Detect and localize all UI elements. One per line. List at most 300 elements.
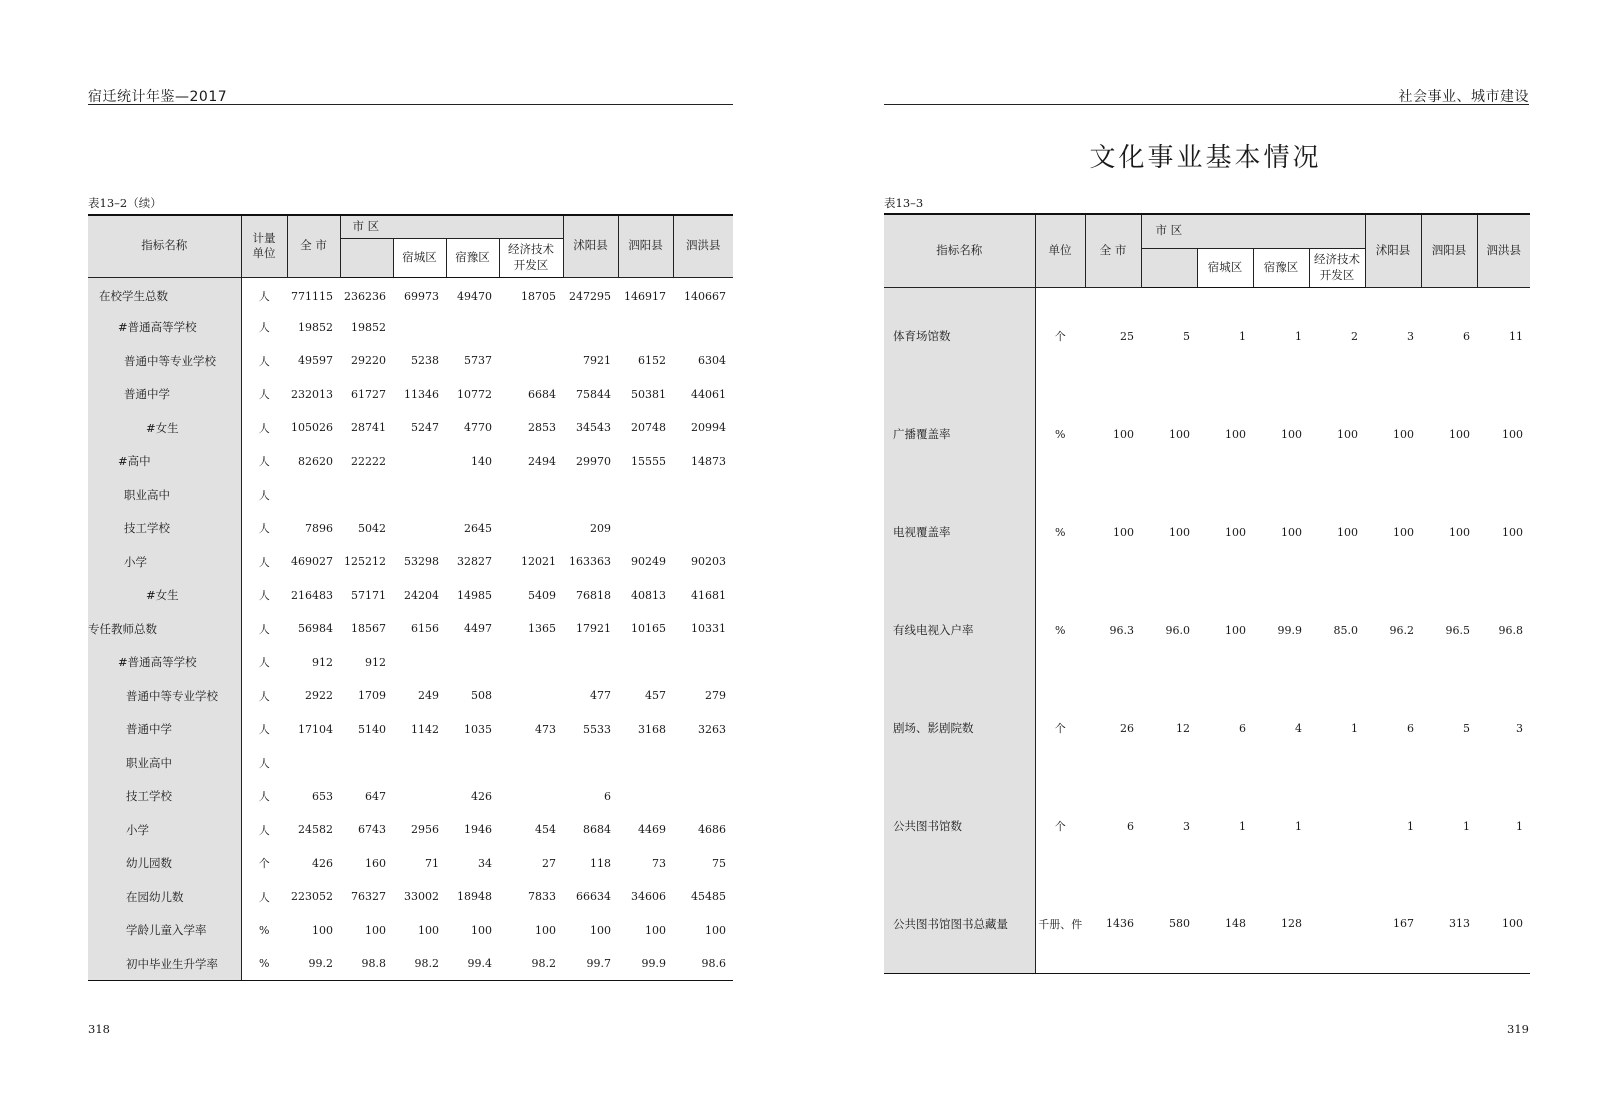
row-unit: % xyxy=(241,947,287,981)
table-row xyxy=(884,385,1530,483)
cell-value: 140667 xyxy=(684,289,727,303)
cell-value: 4770 xyxy=(464,421,492,435)
table-row xyxy=(88,847,733,881)
table-row xyxy=(88,679,733,713)
col-header-urban-spacer xyxy=(1141,248,1197,287)
cell-value: 26 xyxy=(1120,721,1134,735)
cell-value: 4686 xyxy=(698,823,727,837)
col-header-siyang: 泗阳县 xyxy=(618,215,673,277)
row-label: 小学 xyxy=(88,545,241,579)
page-title: 文化事业基本情况 xyxy=(1089,143,1322,173)
cell-value: 76818 xyxy=(576,588,612,602)
cell-value: 426 xyxy=(312,856,333,870)
cell-value: 313 xyxy=(1421,875,1477,973)
cell-value: 53298 xyxy=(404,555,439,569)
cell-value: 5533 xyxy=(583,722,612,736)
page-number: 318 xyxy=(88,1022,110,1036)
cell-value: 45485 xyxy=(691,890,727,904)
cell-value: 100 xyxy=(1113,427,1134,441)
cell-value: 125212 xyxy=(344,555,386,569)
table-row xyxy=(88,880,733,914)
col-header-shuyang: 沭阳县 xyxy=(1365,214,1421,287)
col-header-unit-text: 计量单位 xyxy=(252,230,276,261)
cell-value: 10331 xyxy=(691,622,727,636)
col-header-name: 指标名称 xyxy=(88,215,241,277)
table-row xyxy=(88,780,733,814)
cell-value: 457 xyxy=(645,689,667,703)
col-header-econdev-text: 经济技术开发区 xyxy=(1314,251,1361,282)
col-header-sucheng: 宿城区 xyxy=(393,238,446,277)
cell-value: 1365 xyxy=(528,622,557,636)
cell-value: 100 xyxy=(1393,525,1415,539)
cell-value: 99.2 xyxy=(287,947,340,981)
table-row xyxy=(88,311,733,345)
header-rule xyxy=(88,104,733,105)
cell-value xyxy=(673,311,733,345)
right-page xyxy=(805,0,1609,1099)
cell-value: 249 xyxy=(418,689,439,703)
cell-value: 96.3 xyxy=(1109,623,1134,637)
cell-value: 223052 xyxy=(291,890,333,904)
cell-value: 5140 xyxy=(358,722,386,736)
cell-value: 1 xyxy=(1516,819,1524,833)
col-header-unit: 单位 xyxy=(1035,214,1085,287)
cell-value: 100 xyxy=(1113,525,1134,539)
row-unit: 人 xyxy=(258,890,270,904)
cell-value: 25 xyxy=(1120,329,1134,343)
cell-value: 14873 xyxy=(691,454,727,468)
cell-value: 100 xyxy=(1337,427,1359,441)
cell-value: 140 xyxy=(471,454,492,468)
cell-value: 477 xyxy=(590,689,612,703)
cell-value xyxy=(499,679,563,713)
row-unit: % xyxy=(1055,427,1066,441)
col-header-econdev xyxy=(1309,248,1365,287)
cell-value: 100 xyxy=(1393,427,1415,441)
table-row xyxy=(88,612,733,646)
cell-value: 5247 xyxy=(411,421,439,435)
cell-value: 57171 xyxy=(351,588,386,602)
col-header-name: 指标名称 xyxy=(884,214,1035,287)
cell-value: 99.7 xyxy=(563,947,618,981)
cell-value: 99.9 xyxy=(1277,623,1302,637)
running-head: 社会事业、城市建设 xyxy=(1398,89,1529,105)
cell-value xyxy=(446,746,499,780)
cell-value: 33002 xyxy=(404,890,439,904)
cell-value xyxy=(618,478,673,512)
table-row xyxy=(88,277,733,311)
cell-value: 5409 xyxy=(528,588,557,602)
row-label: 技工学校 xyxy=(88,780,241,814)
cell-value: 3 xyxy=(1407,329,1415,343)
table-caption: 表13–3 xyxy=(884,196,924,210)
cell-value: 99.9 xyxy=(618,947,673,981)
row-label: 学龄儿童入学率 xyxy=(88,914,241,948)
cell-value: 90203 xyxy=(691,555,727,569)
cell-value: 6743 xyxy=(358,823,386,837)
table-row xyxy=(88,914,733,948)
cell-value: 3168 xyxy=(638,722,667,736)
cell-value: 1709 xyxy=(358,689,386,703)
cell-value: 69973 xyxy=(404,289,439,303)
row-label: 广播覆盖率 xyxy=(884,385,1035,483)
cell-value: 647 xyxy=(365,789,386,803)
left-page xyxy=(0,0,804,1099)
table-row xyxy=(884,483,1530,581)
col-header-urban-text: 市 区 xyxy=(352,218,380,233)
cell-value: 17921 xyxy=(576,622,612,636)
cell-value: 247295 xyxy=(569,289,612,303)
row-unit: 人 xyxy=(258,421,270,435)
cell-value: 2956 xyxy=(411,823,439,837)
cell-value xyxy=(673,646,733,680)
cell-value xyxy=(499,344,563,378)
cell-value: 128 xyxy=(1253,875,1309,973)
cell-value: 1 xyxy=(1351,721,1359,735)
col-header-suyu: 宿豫区 xyxy=(1253,248,1309,287)
cell-value: 100 xyxy=(1225,623,1246,637)
cell-value: 100 xyxy=(365,923,386,937)
row-unit: 人 xyxy=(258,522,270,536)
cell-value: 6 xyxy=(1127,819,1134,833)
cell-value: 100 xyxy=(705,923,727,937)
row-label: 公共图书馆数 xyxy=(884,777,1035,875)
cell-value: 100 xyxy=(471,923,492,937)
cell-value: 580 xyxy=(1141,875,1197,973)
row-unit: 人 xyxy=(258,823,270,837)
cell-value: 236236 xyxy=(344,289,386,303)
cell-value: 98.6 xyxy=(673,947,733,981)
cell-value xyxy=(499,646,563,680)
row-label: 电视覆盖率 xyxy=(884,483,1035,581)
cell-value: 34 xyxy=(478,856,492,870)
cell-value: 11346 xyxy=(404,387,439,401)
cell-value: 18705 xyxy=(521,289,557,303)
table-row xyxy=(88,512,733,546)
cell-value xyxy=(673,780,733,814)
col-header-sihong: 泗洪县 xyxy=(1477,214,1530,287)
row-label: 职业高中 xyxy=(88,746,241,780)
cell-value xyxy=(393,746,446,780)
cell-value xyxy=(393,445,446,479)
row-unit: 人 xyxy=(258,555,270,569)
cell-value: 2 xyxy=(1351,329,1359,343)
cell-value: 1 xyxy=(1295,329,1302,343)
cell-value: 85.0 xyxy=(1333,623,1359,637)
col-header-urban-text: 市 区 xyxy=(1155,223,1183,238)
cell-value: 1 xyxy=(1407,819,1415,833)
cell-value: 96.8 xyxy=(1498,623,1524,637)
row-label: 职业高中 xyxy=(88,478,241,512)
cell-value xyxy=(673,512,733,546)
cell-value: 99.4 xyxy=(446,947,499,981)
cell-value: 1946 xyxy=(464,823,492,837)
cell-value: 100 xyxy=(1502,427,1524,441)
cell-value xyxy=(1309,777,1365,875)
col-header-urban xyxy=(1141,214,1365,248)
cell-value: 426 xyxy=(471,789,492,803)
row-label: 公共图书馆图书总藏量 xyxy=(884,875,1035,973)
cell-value: 96.5 xyxy=(1445,623,1471,637)
cell-value xyxy=(393,646,446,680)
table-row xyxy=(88,478,733,512)
cell-value xyxy=(618,646,673,680)
row-label: 体育场馆数 xyxy=(884,287,1035,385)
cell-value: 61727 xyxy=(351,387,386,401)
table-row xyxy=(884,581,1530,679)
cell-value: 7921 xyxy=(583,354,612,368)
cell-value: 4497 xyxy=(464,622,492,636)
cell-value xyxy=(446,646,499,680)
cell-value xyxy=(499,746,563,780)
cell-value xyxy=(446,478,499,512)
cell-value: 27 xyxy=(542,856,557,870)
row-unit: 个 xyxy=(1054,330,1066,344)
cell-value: 10165 xyxy=(631,622,667,636)
cell-value: 653 xyxy=(312,789,333,803)
cell-value: 1 xyxy=(1239,819,1246,833)
cell-value: 100 xyxy=(1477,875,1530,973)
cell-value: 34606 xyxy=(631,890,667,904)
row-label: 专任教师总数 xyxy=(88,612,241,646)
cell-value xyxy=(1309,875,1365,973)
row-unit: 人 xyxy=(258,388,270,402)
cell-value: 17104 xyxy=(298,722,333,736)
cell-value: 32827 xyxy=(457,555,492,569)
cell-value: 100 xyxy=(1169,427,1190,441)
col-header-total: 全 市 xyxy=(287,215,340,277)
row-label: #高中 xyxy=(88,445,241,479)
cell-value xyxy=(446,311,499,345)
cell-value: 18948 xyxy=(457,890,492,904)
row-unit: 人 xyxy=(258,589,270,603)
cell-value: 15555 xyxy=(631,454,667,468)
cell-value: 19852 xyxy=(351,320,386,334)
row-unit: 千册、件 xyxy=(1035,875,1085,973)
col-header-unit xyxy=(241,215,287,277)
table-row xyxy=(88,746,733,780)
cell-value: 6684 xyxy=(528,387,557,401)
cell-value: 20748 xyxy=(631,421,667,435)
cell-value xyxy=(393,478,446,512)
cell-value: 2922 xyxy=(305,689,333,703)
cell-value: 12021 xyxy=(521,555,557,569)
row-unit: 人 xyxy=(258,790,270,804)
cell-value: 22222 xyxy=(351,454,386,468)
cell-value: 1 xyxy=(1239,329,1246,343)
col-header-suyu: 宿豫区 xyxy=(446,238,499,277)
cell-value: 49470 xyxy=(457,289,492,303)
table-row xyxy=(884,679,1530,777)
cell-value: 5 xyxy=(1183,329,1190,343)
cell-value: 508 xyxy=(471,689,492,703)
cell-value: 100 xyxy=(1225,525,1246,539)
row-label: 普通中等专业学校 xyxy=(88,679,241,713)
cell-value xyxy=(287,478,340,512)
cell-value: 73 xyxy=(652,856,667,870)
cell-value: 3 xyxy=(1516,721,1524,735)
cell-value: 100 xyxy=(590,923,612,937)
cell-value: 8684 xyxy=(583,823,612,837)
row-label: 有线电视入户率 xyxy=(884,581,1035,679)
cell-value xyxy=(499,780,563,814)
cell-value: 6156 xyxy=(411,622,439,636)
row-unit: 人 xyxy=(258,622,270,636)
cell-value: 90249 xyxy=(631,555,667,569)
row-label: #女生 xyxy=(88,579,241,613)
cell-value: 6304 xyxy=(698,354,727,368)
row-label: 普通中学 xyxy=(88,713,241,747)
cell-value: 100 xyxy=(1502,525,1524,539)
cell-value: 1142 xyxy=(411,722,439,736)
cell-value: 2494 xyxy=(528,454,557,468)
table-row xyxy=(88,445,733,479)
cell-value xyxy=(563,311,618,345)
cell-value: 6 xyxy=(1239,721,1246,735)
cell-value: 41681 xyxy=(691,588,727,602)
cell-value: 24582 xyxy=(298,823,333,837)
cell-value: 10772 xyxy=(457,387,492,401)
cell-value: 18567 xyxy=(351,622,386,636)
cell-value: 12 xyxy=(1176,721,1190,735)
row-label: 小学 xyxy=(88,813,241,847)
cell-value xyxy=(618,311,673,345)
cell-value: 66634 xyxy=(576,890,612,904)
cell-value: 160 xyxy=(365,856,386,870)
cell-value: 98.2 xyxy=(499,947,563,981)
cell-value: 4 xyxy=(1295,721,1302,735)
education-table xyxy=(88,214,733,981)
page-number: 319 xyxy=(1507,1022,1529,1036)
row-label: 在园幼儿数 xyxy=(88,880,241,914)
row-label: #普通高等学校 xyxy=(88,646,241,680)
cell-value: 100 xyxy=(312,923,333,937)
cell-value: 7833 xyxy=(528,890,557,904)
cell-value: 100 xyxy=(535,923,557,937)
row-unit: 人 xyxy=(258,290,270,303)
cell-value: 1 xyxy=(1463,819,1471,833)
table-row xyxy=(88,646,733,680)
cell-value: 75 xyxy=(712,856,727,870)
cell-value: 56984 xyxy=(298,622,333,636)
row-unit: 人 xyxy=(258,723,270,737)
cell-value xyxy=(563,746,618,780)
cell-value: 100 xyxy=(1281,525,1302,539)
cell-value: 98.2 xyxy=(393,947,446,981)
culture-table xyxy=(884,213,1530,974)
row-label: 普通中等专业学校 xyxy=(88,344,241,378)
cell-value: 6152 xyxy=(638,354,667,368)
cell-value: 44061 xyxy=(691,387,727,401)
cell-value: 75844 xyxy=(576,387,612,401)
cell-value: 209 xyxy=(590,521,612,535)
cell-value: 3263 xyxy=(698,722,727,736)
cell-value xyxy=(618,746,673,780)
table-row xyxy=(88,411,733,445)
col-header-siyang: 泗阳县 xyxy=(1421,214,1477,287)
table-row xyxy=(884,875,1530,973)
row-unit: 个 xyxy=(1054,820,1066,833)
row-unit: 人 xyxy=(258,756,270,770)
cell-value: 100 xyxy=(418,923,439,937)
cell-value: 105026 xyxy=(291,421,333,435)
cell-value: 76327 xyxy=(351,890,386,904)
row-label: 在校学生总数 xyxy=(88,277,241,311)
row-label: #女生 xyxy=(88,411,241,445)
cell-value xyxy=(499,512,563,546)
cell-value: 100 xyxy=(1337,525,1359,539)
cell-value: 1 xyxy=(1295,819,1302,833)
cell-value: 1035 xyxy=(464,722,492,736)
cell-value: 4469 xyxy=(638,823,667,837)
table-row xyxy=(884,287,1530,385)
cell-value: 96.0 xyxy=(1165,623,1190,637)
row-unit: 人 xyxy=(258,656,270,670)
col-header-econdev-text: 经济技术开发区 xyxy=(508,241,555,272)
table-row xyxy=(88,545,733,579)
col-header-urban xyxy=(340,215,563,238)
cell-value: 454 xyxy=(535,823,557,837)
cell-value xyxy=(340,478,393,512)
cell-value: 5238 xyxy=(411,354,439,368)
row-unit: 个 xyxy=(258,857,270,871)
cell-value: 912 xyxy=(312,655,333,669)
cell-value: 473 xyxy=(535,722,557,736)
cell-value xyxy=(287,746,340,780)
cell-value: 71 xyxy=(425,856,439,870)
cell-value: 49597 xyxy=(298,354,333,368)
cell-value: 163363 xyxy=(569,555,612,569)
cell-value: 19852 xyxy=(298,320,333,334)
row-label: 幼儿园数 xyxy=(88,847,241,881)
col-header-shuyang: 沭阳县 xyxy=(563,215,618,277)
cell-value: 100 xyxy=(1281,427,1302,441)
row-unit: % xyxy=(1055,623,1066,637)
cell-value: 24204 xyxy=(404,588,439,602)
cell-value xyxy=(499,311,563,345)
cell-value xyxy=(393,512,446,546)
row-label: #普通高等学校 xyxy=(88,311,241,345)
cell-value: 912 xyxy=(365,655,386,669)
cell-value: 100 xyxy=(1169,525,1190,539)
table-row xyxy=(884,777,1530,875)
cell-value: 146917 xyxy=(624,289,667,303)
cell-value: 100 xyxy=(645,923,667,937)
cell-value: 96.2 xyxy=(1389,623,1415,637)
cell-value: 20994 xyxy=(691,421,727,435)
cell-value xyxy=(563,646,618,680)
row-unit: 个 xyxy=(1054,722,1066,735)
table-row xyxy=(88,579,733,613)
cell-value: 279 xyxy=(705,689,727,703)
cell-value: 3 xyxy=(1183,819,1190,833)
cell-value xyxy=(499,478,563,512)
cell-value xyxy=(393,311,446,345)
cell-value: 216483 xyxy=(291,588,333,602)
header-rule xyxy=(884,104,1529,105)
table-row xyxy=(88,378,733,412)
cell-value: 5737 xyxy=(464,354,492,368)
cell-value: 82620 xyxy=(298,454,333,468)
col-header-sucheng: 宿城区 xyxy=(1197,248,1253,287)
cell-value: 7896 xyxy=(305,521,333,535)
col-header-total: 全 市 xyxy=(1085,214,1141,287)
cell-value: 118 xyxy=(590,856,612,870)
cell-value: 34543 xyxy=(576,421,612,435)
running-head: 宿迁统计年鉴—2017 xyxy=(88,89,228,105)
cell-value xyxy=(673,746,733,780)
cell-value: 40813 xyxy=(631,588,667,602)
